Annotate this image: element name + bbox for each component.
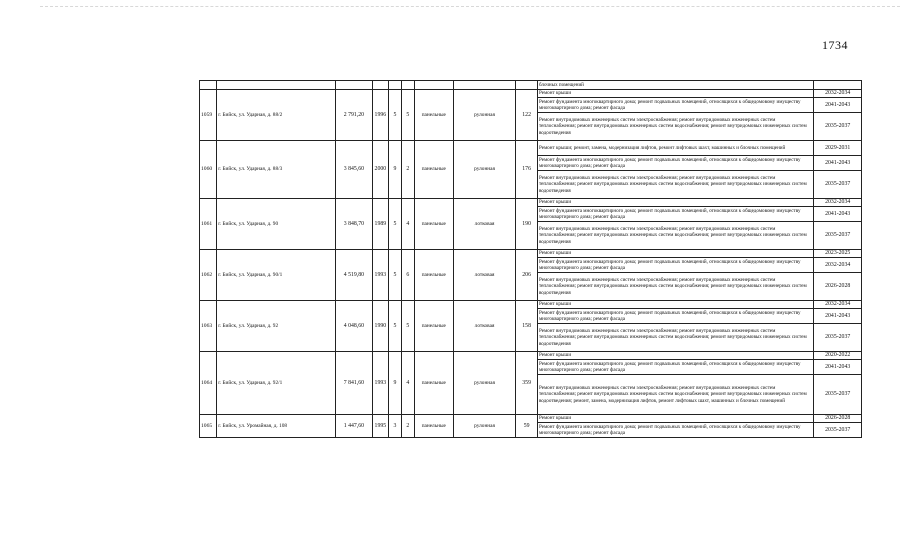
roof-type: рулонная	[453, 415, 516, 438]
floor-count: 5	[388, 250, 401, 301]
table-row	[200, 415, 862, 423]
work-description: Ремонт фундамента многоквартирного дома; ремонт подвальных помещений, относящихся к общедомовому имуществу многоквартирного дома; ремонт фасада	[537, 207, 813, 222]
building-number: 1065	[200, 415, 217, 438]
work-description: Ремонт внутридомовых инженерных систем электроснабжения; ремонт внутридомовых инженерных систем теплоснабжения; ремонт внутридомовых инженерных систем водоснабжения; ремонт внутридомовых инженерных систем водоотведения	[537, 273, 813, 301]
wall-material: панельные	[414, 301, 453, 352]
building-number: 1060	[200, 141, 217, 199]
table-row	[200, 352, 862, 360]
build-year: 1990	[372, 301, 388, 352]
floor-count: 5	[388, 301, 401, 352]
floor-count: 9	[388, 352, 401, 415]
work-period: 2035-2037	[814, 222, 862, 250]
build-year: 1993	[372, 352, 388, 415]
cell-empty	[453, 81, 516, 90]
scan-edge-line	[40, 6, 900, 7]
cell-empty	[217, 81, 336, 90]
table-row	[200, 250, 862, 258]
work-description: Ремонт крыши	[537, 90, 813, 98]
work-description: Ремонт фундамента многоквартирного дома; ремонт подвальных помещений, относящихся к общедомовому имуществу многоквартирного дома; ремонт фасада	[537, 98, 813, 113]
table-row	[200, 90, 862, 98]
work-period: 2032-2034	[814, 258, 862, 273]
work-description: Ремонт внутридомовых инженерных систем электроснабжения; ремонт внутридомовых инженерных систем теплоснабжения; ремонт внутридомовых инженерных систем водоснабжения; ремонт внутридомовых инженерных систем водоотведения; ремонт, замена, модернизация лифтов, ремонт лифтовых шахт, машинных и блочных помещений	[537, 375, 813, 415]
building-area: 1 447,60	[336, 415, 373, 438]
work-period: 2041-2043	[814, 207, 862, 222]
building-area: 3 845,60	[336, 141, 373, 199]
floor-count: 9	[388, 141, 401, 199]
build-year: 1996	[372, 90, 388, 141]
build-year: 1993	[372, 250, 388, 301]
table-row-continuation	[200, 81, 862, 90]
work-period: 2041-2043	[814, 309, 862, 324]
entrance-count: 4	[401, 352, 414, 415]
work-description: Ремонт внутридомовых инженерных систем электроснабжения; ремонт внутридомовых инженерных систем теплоснабжения; ремонт внутридомовых инженерных систем водоснабжения; ремонт внутридомовых инженерных систем водоотведения	[537, 113, 813, 141]
work-period: 2035-2037	[814, 113, 862, 141]
building-number: 1061	[200, 199, 217, 250]
wall-material: панельные	[414, 141, 453, 199]
work-period: 2026-2028	[814, 273, 862, 301]
work-description: Ремонт фундамента многоквартирного дома; ремонт подвальных помещений, относящихся к общедомовому имуществу многоквартирного дома; ремонт фасада	[537, 156, 813, 171]
work-period: 2035-2037	[814, 423, 862, 438]
resident-count: 59	[516, 415, 538, 438]
cell-empty	[401, 81, 414, 90]
cell-empty	[200, 81, 217, 90]
roof-type: лотковая	[453, 250, 516, 301]
page-number: 1734	[822, 38, 848, 52]
building-address: г. Бийск, ул. Ударная, д. 90/1	[217, 250, 336, 301]
building-area: 7 841,60	[336, 352, 373, 415]
floor-count: 5	[388, 90, 401, 141]
cell-empty	[372, 81, 388, 90]
work-description: Ремонт крыши	[537, 301, 813, 309]
entrance-count: 4	[401, 199, 414, 250]
work-description: Ремонт фундамента многоквартирного дома; ремонт подвальных помещений, относящихся к общедомовому имуществу многоквартирного дома; ремонт фасада	[537, 360, 813, 375]
building-address: г. Бийск, ул. Ударная, д. 92	[217, 301, 336, 352]
wall-material: панельные	[414, 352, 453, 415]
roof-type: рулонная	[453, 90, 516, 141]
work-description: Ремонт крыши; ремонт, замена, модернизация лифтов, ремонт лифтовых шахт, машинных и блочных помещений	[537, 141, 813, 156]
work-period: 2035-2037	[814, 375, 862, 415]
work-description: Ремонт фундамента многоквартирного дома; ремонт подвальных помещений, относящихся к общедомовому имуществу многоквартирного дома; ремонт фасада	[537, 309, 813, 324]
cell-empty	[516, 81, 538, 90]
entrance-count: 2	[401, 141, 414, 199]
entrance-count: 6	[401, 250, 414, 301]
work-period: 2032-2034	[814, 301, 862, 309]
table-row	[200, 301, 862, 309]
cell-empty	[388, 81, 401, 90]
resident-count: 122	[516, 90, 538, 141]
wall-material: панельные	[414, 199, 453, 250]
work-period: 2032-2034	[814, 199, 862, 207]
building-address: г. Бийск, ул. Ударная, д. 92/1	[217, 352, 336, 415]
building-address: г. Бийск, ул. Уромайная, д. 108	[217, 415, 336, 438]
build-year: 2000	[372, 141, 388, 199]
work-description: Ремонт внутридомовых инженерных систем электроснабжения; ремонт внутридомовых инженерных систем теплоснабжения; ремонт внутридомовых инженерных систем водоснабжения; ремонт внутридомовых инженерных систем водоотведения	[537, 171, 813, 199]
building-area: 2 791,20	[336, 90, 373, 141]
work-period: 2041-2043	[814, 156, 862, 171]
work-description: Ремонт внутридомовых инженерных систем электроснабжения; ремонт внутридомовых инженерных систем теплоснабжения; ремонт внутридомовых инженерных систем водоснабжения; ремонт внутридомовых инженерных систем водоотведения	[537, 222, 813, 250]
resident-count: 190	[516, 199, 538, 250]
resident-count: 359	[516, 352, 538, 415]
work-period: 2026-2028	[814, 415, 862, 423]
building-area: 3 848,70	[336, 199, 373, 250]
work-description: Ремонт крыши	[537, 250, 813, 258]
building-address: г. Бийск, ул. Ударная, д. 88/3	[217, 141, 336, 199]
work-period: 2035-2037	[814, 171, 862, 199]
build-year: 1995	[372, 415, 388, 438]
work-description: Ремонт фундамента многоквартирного дома; ремонт подвальных помещений, относящихся к общедомовому имуществу многоквартирного дома; ремонт фасада	[537, 423, 813, 438]
work-period: 2020-2022	[814, 352, 862, 360]
cell-empty	[414, 81, 453, 90]
work-period: 2041-2043	[814, 360, 862, 375]
floor-count: 5	[388, 199, 401, 250]
floor-count: 3	[388, 415, 401, 438]
building-area: 4 519,80	[336, 250, 373, 301]
entrance-count: 5	[401, 90, 414, 141]
building-address: г. Бийск, ул. Ударная, д. 90	[217, 199, 336, 250]
work-description: блочных помещений	[537, 81, 813, 90]
roof-type: рулонная	[453, 352, 516, 415]
work-description: Ремонт крыши	[537, 352, 813, 360]
building-number: 1064	[200, 352, 217, 415]
building-number: 1062	[200, 250, 217, 301]
work-period: 2029-2031	[814, 141, 862, 156]
wall-material: панельные	[414, 250, 453, 301]
building-area: 4 048,60	[336, 301, 373, 352]
work-description: Ремонт крыши	[537, 415, 813, 423]
table-body	[200, 81, 862, 438]
building-number: 1063	[200, 301, 217, 352]
cell-empty	[336, 81, 373, 90]
wall-material: панельные	[414, 415, 453, 438]
work-period: 2032-2034	[814, 90, 862, 98]
entrance-count: 5	[401, 301, 414, 352]
work-description: Ремонт фундамента многоквартирного дома; ремонт подвальных помещений, относящихся к общедомовому имуществу многоквартирного дома; ремонт фасада	[537, 258, 813, 273]
table-row	[200, 199, 862, 207]
roof-type: лотковая	[453, 301, 516, 352]
build-year: 1989	[372, 199, 388, 250]
resident-count: 158	[516, 301, 538, 352]
capital-repair-table	[199, 80, 862, 438]
cell-empty	[814, 81, 862, 90]
building-number: 1059	[200, 90, 217, 141]
roof-type: рулонная	[453, 141, 516, 199]
work-period: 2041-2043	[814, 98, 862, 113]
work-period: 2023-2025	[814, 250, 862, 258]
resident-count: 206	[516, 250, 538, 301]
resident-count: 176	[516, 141, 538, 199]
entrance-count: 2	[401, 415, 414, 438]
work-period: 2035-2037	[814, 324, 862, 352]
building-address: г. Бийск, ул. Ударная, д. 88/2	[217, 90, 336, 141]
work-description: Ремонт внутридомовых инженерных систем электроснабжения; ремонт внутридомовых инженерных систем теплоснабжения; ремонт внутридомовых инженерных систем водоснабжения; ремонт внутридомовых инженерных систем водоотведения	[537, 324, 813, 352]
table-row	[200, 141, 862, 156]
work-description: Ремонт крыши	[537, 199, 813, 207]
wall-material: панельные	[414, 90, 453, 141]
roof-type: лотковая	[453, 199, 516, 250]
